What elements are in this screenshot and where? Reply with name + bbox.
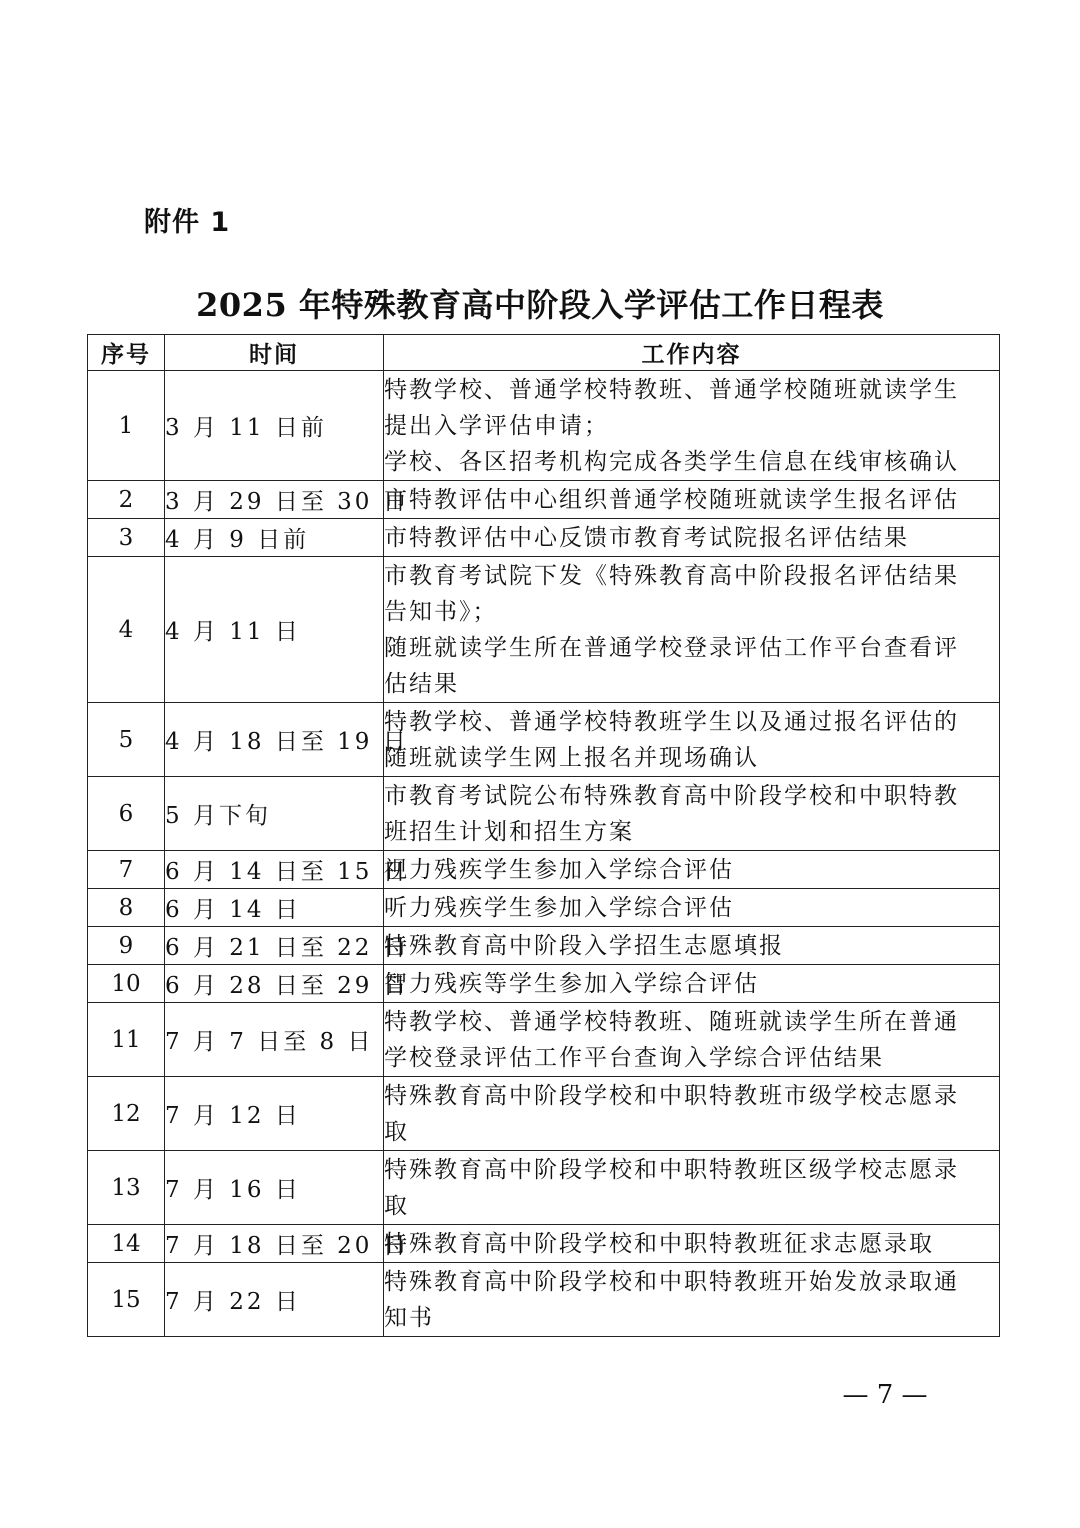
row-number: 12: [88, 1077, 165, 1151]
schedule-table: [87, 334, 1000, 1337]
table-row: [88, 557, 1000, 703]
row-time: 3 月 11 日前: [165, 371, 384, 481]
row-content: [384, 371, 1000, 481]
content-line: 特殊教育高中阶段学校和中职特教班开始发放录取通: [384, 1268, 959, 1295]
row-content: [384, 927, 1000, 965]
table-row: [88, 1263, 1000, 1337]
content-line: 随班就读学生网上报名并现场确认: [384, 744, 759, 771]
content-line: 提出入学评估申请；: [384, 412, 609, 439]
content-line: 学校登录评估工作平台查询入学综合评估结果: [384, 1044, 884, 1071]
row-time: 7 月 7 日至 8 日: [165, 1003, 384, 1077]
row-time: 6 月 14 日至 15 日: [165, 851, 384, 889]
row-time: 4 月 11 日: [165, 557, 384, 703]
row-number: 2: [88, 481, 165, 519]
content-line: 特教学校、普通学校特教班学生以及通过报名评估的: [384, 708, 959, 735]
content-line: 特教学校、普通学校特教班、随班就读学生所在普通: [384, 1008, 959, 1035]
content-line: 市特教评估中心组织普通学校随班就读学生报名评估: [384, 486, 959, 513]
table-row: [88, 965, 1000, 1003]
row-number: 3: [88, 519, 165, 557]
document-title: 2025 年特殊教育高中阶段入学评估工作日程表: [196, 286, 884, 324]
row-content: [384, 851, 1000, 889]
row-number: 5: [88, 703, 165, 777]
row-number: 7: [88, 851, 165, 889]
row-number: 14: [88, 1225, 165, 1263]
table-row: [88, 481, 1000, 519]
content-line: 听力残疾学生参加入学综合评估: [384, 894, 734, 921]
row-time: 7 月 22 日: [165, 1263, 384, 1337]
table-row: [88, 1003, 1000, 1077]
row-content: [384, 1263, 1000, 1337]
row-number: 11: [88, 1003, 165, 1077]
content-line: 取: [384, 1192, 409, 1219]
page-number: — 7 —: [842, 1380, 928, 1410]
table-row: [88, 371, 1000, 481]
row-time: 7 月 16 日: [165, 1151, 384, 1225]
row-number: 8: [88, 889, 165, 927]
row-number: 6: [88, 777, 165, 851]
row-content: [384, 1151, 1000, 1225]
row-time: 6 月 28 日至 29 日: [165, 965, 384, 1003]
row-time: 7 月 12 日: [165, 1077, 384, 1151]
content-line: 智力残疾等学生参加入学综合评估: [384, 970, 759, 997]
content-line: 视力残疾学生参加入学综合评估: [384, 856, 734, 883]
row-content: [384, 1077, 1000, 1151]
row-number: 1: [88, 371, 165, 481]
row-content: [384, 1003, 1000, 1077]
row-number: 10: [88, 965, 165, 1003]
content-line: 市特教评估中心反馈市教育考试院报名评估结果: [384, 524, 909, 551]
table-row: [88, 851, 1000, 889]
row-time: 4 月 18 日至 19 日: [165, 703, 384, 777]
row-time: 6 月 21 日至 22 日: [165, 927, 384, 965]
row-content: [384, 519, 1000, 557]
content-line: 学校、各区招考机构完成各类学生信息在线审核确认: [384, 448, 959, 475]
header-time: 时间: [165, 335, 384, 371]
table-row: [88, 1077, 1000, 1151]
table-row: [88, 519, 1000, 557]
table-row: [88, 703, 1000, 777]
table-row: [88, 927, 1000, 965]
row-number: 9: [88, 927, 165, 965]
content-line: 知书: [384, 1304, 434, 1331]
content-line: 特教学校、普通学校特教班、普通学校随班就读学生: [384, 376, 959, 403]
content-line: 估结果: [384, 670, 459, 697]
row-time: 4 月 9 日前: [165, 519, 384, 557]
table-row: [88, 1151, 1000, 1225]
row-number: 15: [88, 1263, 165, 1337]
row-content: [384, 703, 1000, 777]
row-number: 4: [88, 557, 165, 703]
content-line: 特殊教育高中阶段学校和中职特教班区级学校志愿录: [384, 1156, 959, 1183]
row-time: 5 月下旬: [165, 777, 384, 851]
row-content: [384, 777, 1000, 851]
content-line: 告知书》；: [384, 598, 498, 625]
header-content: 工作内容: [384, 335, 1000, 371]
content-line: 班招生计划和招生方案: [384, 818, 634, 845]
row-content: [384, 1225, 1000, 1263]
content-line: 市教育考试院公布特殊教育高中阶段学校和中职特教: [384, 782, 959, 809]
content-line: 随班就读学生所在普通学校登录评估工作平台查看评: [384, 634, 959, 661]
row-content: [384, 481, 1000, 519]
row-time: 7 月 18 日至 20 日: [165, 1225, 384, 1263]
row-content: [384, 889, 1000, 927]
row-content: [384, 557, 1000, 703]
row-content: [384, 965, 1000, 1003]
row-time: 6 月 14 日: [165, 889, 384, 927]
table-row: [88, 777, 1000, 851]
schedule-body: [88, 371, 1000, 1337]
content-line: 市教育考试院下发《特殊教育高中阶段报名评估结果: [384, 562, 959, 589]
content-line: 特殊教育高中阶段学校和中职特教班市级学校志愿录: [384, 1082, 959, 1109]
table-header-row: [88, 335, 1000, 371]
table-row: [88, 1225, 1000, 1263]
content-line: 特殊教育高中阶段入学招生志愿填报: [384, 932, 784, 959]
row-time: 3 月 29 日至 30 日: [165, 481, 384, 519]
content-line: 取: [384, 1118, 409, 1145]
header-no: 序号: [88, 335, 165, 371]
content-line: 特殊教育高中阶段学校和中职特教班征求志愿录取: [384, 1230, 934, 1257]
table-row: [88, 889, 1000, 927]
attachment-label: 附件 1: [144, 207, 231, 238]
row-number: 13: [88, 1151, 165, 1225]
